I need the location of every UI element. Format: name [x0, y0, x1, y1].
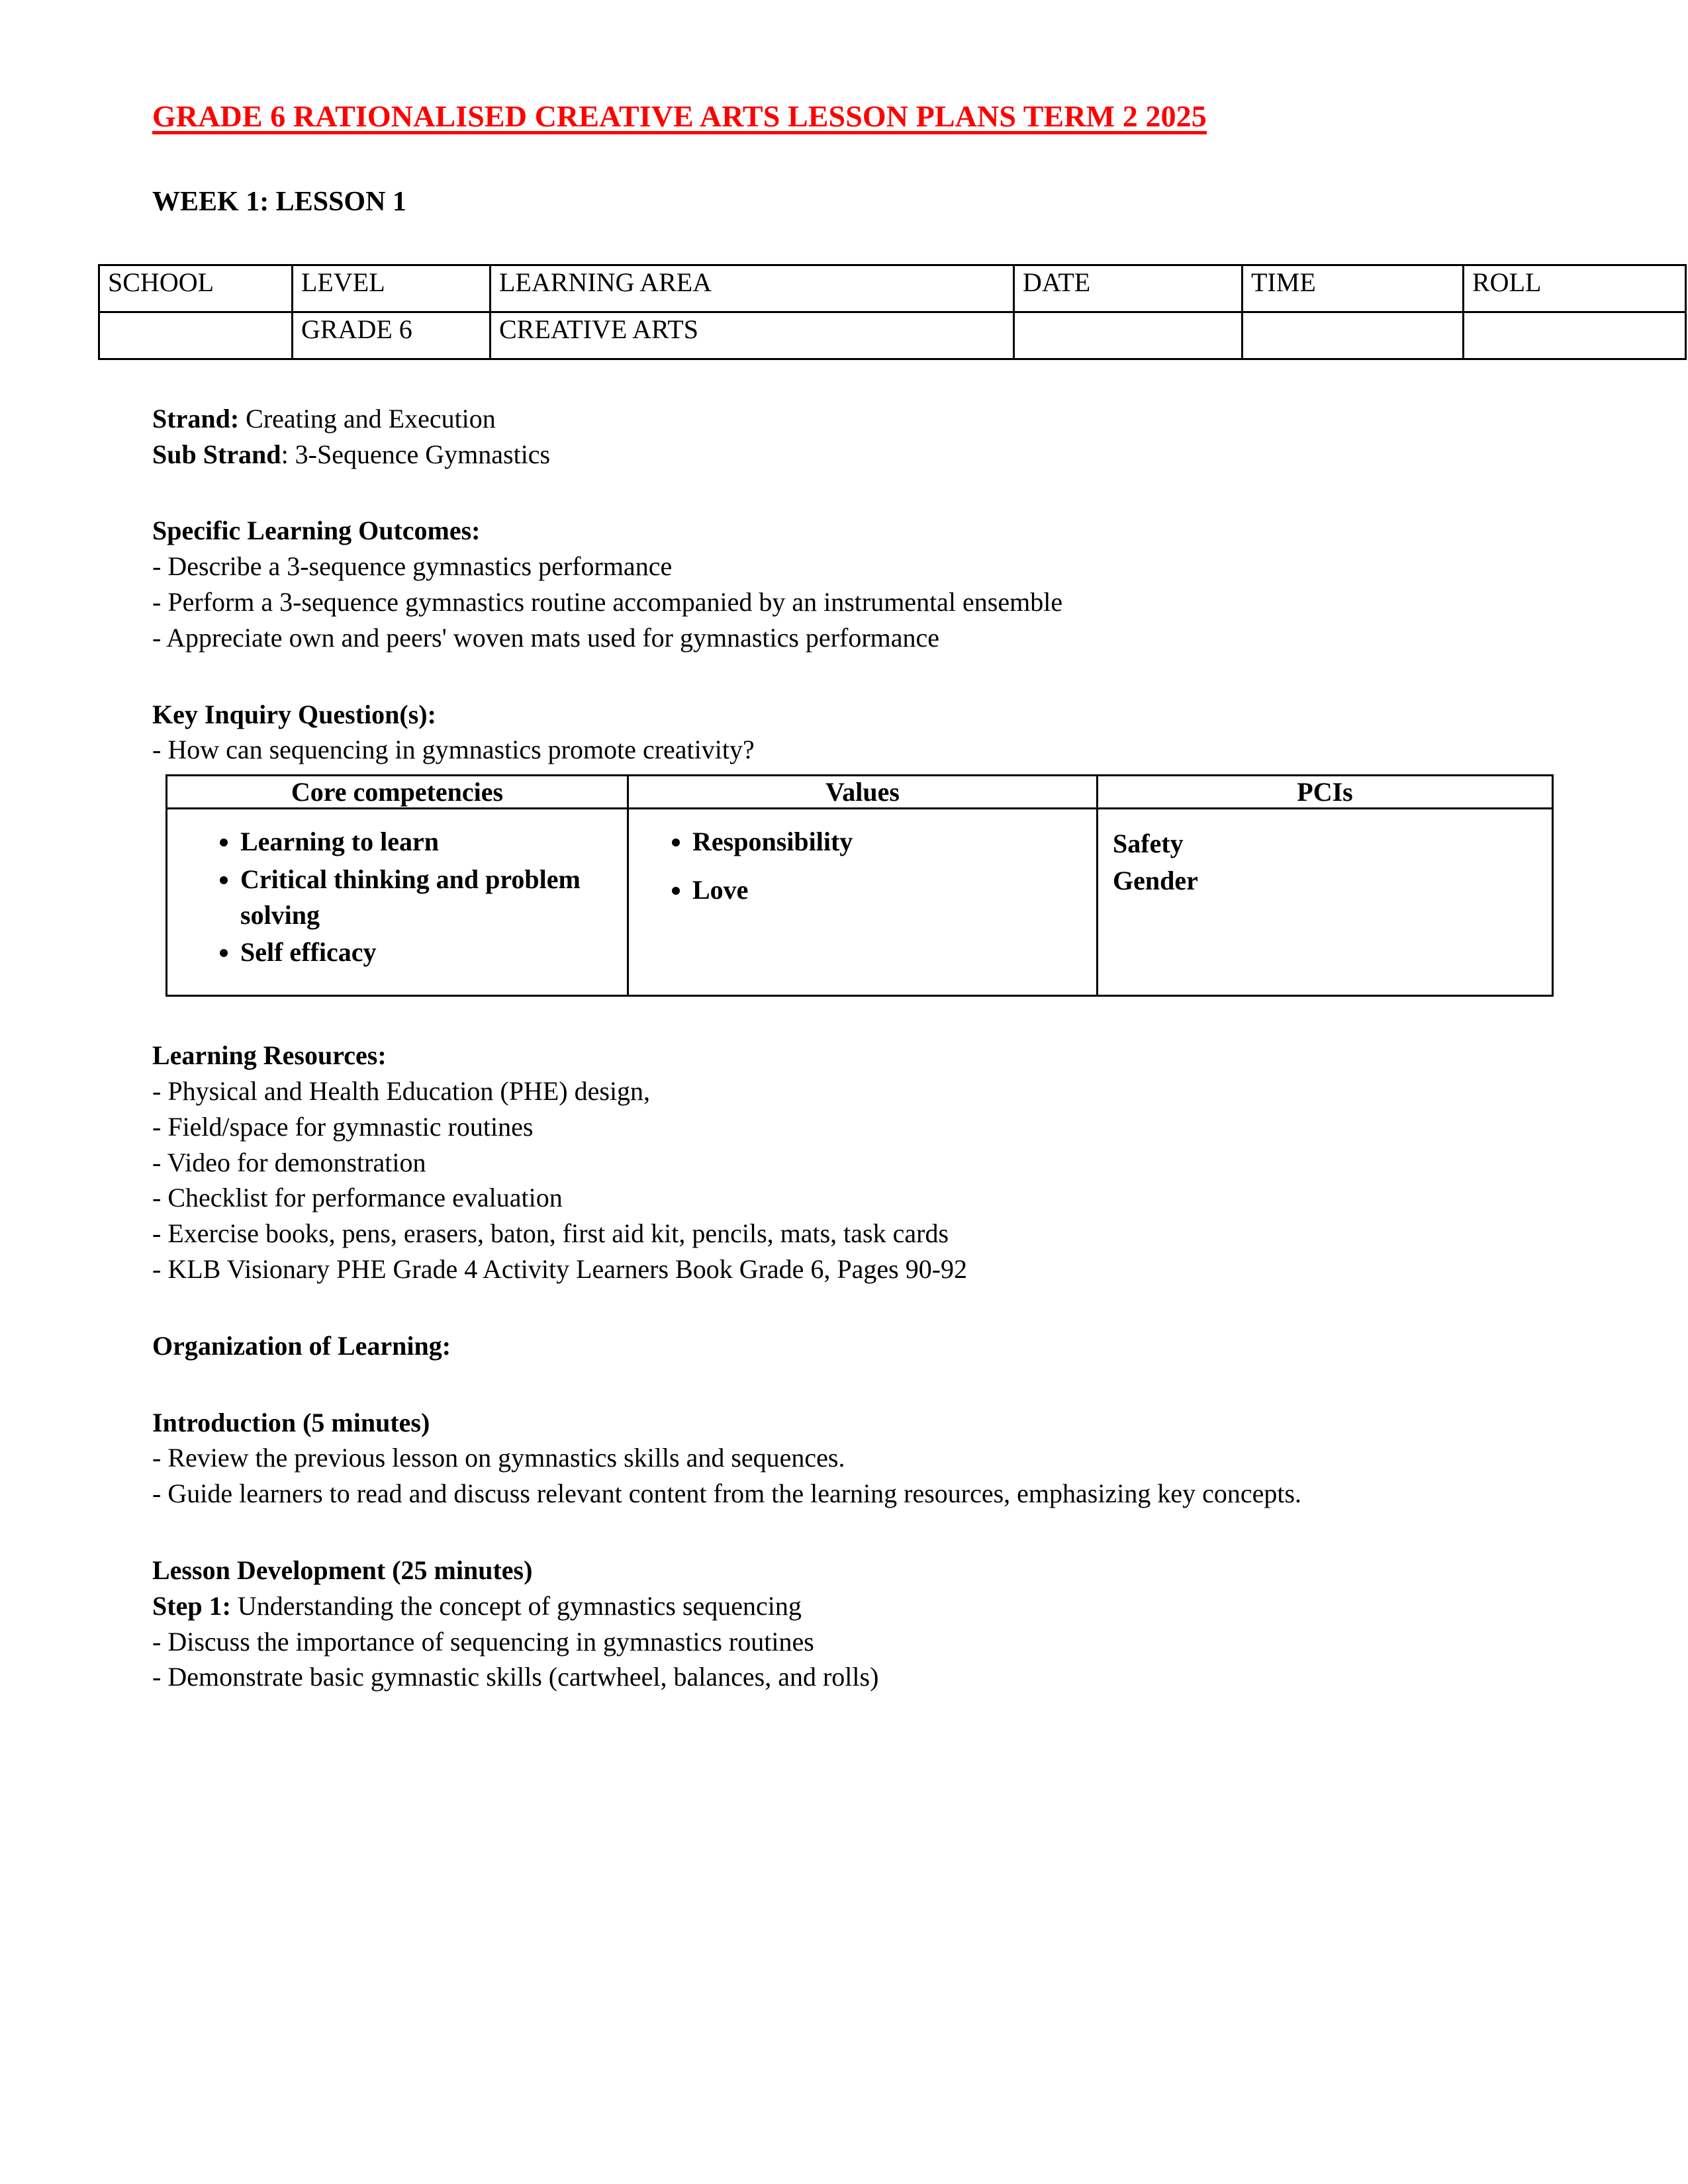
organization-of-learning-section — [152, 1328, 1536, 1364]
sub-strand-label: Sub Strand — [152, 439, 281, 469]
table-row-headers — [167, 776, 1553, 809]
week-lesson-heading: WEEK 1: LESSON 1 — [152, 186, 406, 217]
list-item: • Self efficacy — [240, 934, 618, 970]
lesson-info-table — [98, 264, 1687, 360]
step-text: Understanding the concept of gymnastics sequencing — [230, 1590, 802, 1621]
resource-item: - Field/space for gymnastic routines — [152, 1111, 534, 1142]
introduction-item: - Review the previous lesson on gymnastics skills and sequences. — [152, 1443, 845, 1473]
cell-level[interactable]: GRADE 6 — [293, 312, 491, 359]
learning-resources-heading: Learning Resources: — [152, 1040, 387, 1071]
learning-outcomes-section — [152, 513, 1536, 655]
introduction-item: - Guide learners to read and discuss relevant content from the learning resources, emphasizing key concepts. — [152, 1479, 1302, 1509]
values-body — [629, 809, 1096, 995]
list-item: • Critical thinking and problem solving — [240, 862, 618, 934]
header-learning-area: LEARNING AREA — [491, 265, 1014, 312]
cell-learning-area[interactable]: CREATIVE ARTS — [491, 312, 1014, 359]
list-item: • Love — [692, 872, 1087, 908]
core-competencies-body — [167, 809, 627, 995]
header-core-competencies: Core competencies — [167, 776, 628, 809]
cell-pcis — [1098, 809, 1553, 996]
cell-school[interactable] — [99, 312, 293, 359]
lesson-development-item: - Discuss the importance of sequencing in gymnastics routines — [152, 1626, 814, 1657]
introduction-section — [152, 1405, 1536, 1512]
lesson-development-section — [152, 1553, 1536, 1695]
introduction-heading: Introduction (5 minutes) — [152, 1407, 430, 1437]
pci-item: Gender — [1113, 865, 1198, 895]
outcome-item: - Appreciate own and peers' woven mats used for gymnastics performance — [152, 622, 940, 653]
inquiry-item: - How can sequencing in gymnastics promote creativity? — [152, 735, 755, 765]
resource-item: - Exercise books, pens, erasers, baton, first aid kit, pencils, mats, task cards — [152, 1218, 949, 1249]
header-level: LEVEL — [293, 265, 491, 312]
outcome-item: - Perform a 3-sequence gymnastics routine accompanied by an instrumental ensemble — [152, 587, 1063, 617]
strand-line — [152, 401, 1536, 437]
list-item: • Responsibility — [692, 824, 1087, 860]
pci-item: Safety — [1113, 829, 1184, 859]
key-inquiry-heading: Key Inquiry Question(s): — [152, 699, 436, 729]
resource-item: - Checklist for performance evaluation — [152, 1183, 563, 1213]
competency-values-pci-table — [165, 774, 1554, 997]
resource-item: - Video for demonstration — [152, 1147, 426, 1177]
strand-section — [152, 401, 1536, 473]
header-time: TIME — [1243, 265, 1464, 312]
page-title: GRADE 6 RATIONALISED CREATIVE ARTS LESSON PLANS TERM 2 2025 — [152, 99, 1207, 133]
outcome-item: - Describe a 3-sequence gymnastics performance — [152, 551, 673, 582]
header-pcis: PCIs — [1098, 776, 1553, 809]
header-date: DATE — [1014, 265, 1243, 312]
learning-outcomes-heading: Specific Learning Outcomes: — [152, 516, 481, 546]
lesson-development-item: - Demonstrate basic gymnastic skills (cartwheel, balances, and rolls) — [152, 1662, 879, 1692]
table-row-content — [167, 809, 1553, 996]
cell-values — [628, 809, 1098, 996]
list-item: • Learning to learn — [240, 824, 618, 860]
header-values: Values — [628, 776, 1098, 809]
cell-time[interactable] — [1243, 312, 1464, 359]
pcis-body — [1098, 809, 1552, 995]
header-roll: ROLL — [1464, 265, 1686, 312]
resource-item: - KLB Visionary PHE Grade 4 Activity Learners Book Grade 6, Pages 90-92 — [152, 1254, 968, 1285]
cell-roll[interactable] — [1464, 312, 1686, 359]
lesson-development-step — [152, 1588, 1536, 1624]
key-inquiry-section — [152, 697, 1536, 768]
sub-strand-value: : 3-Sequence Gymnastics — [281, 439, 551, 469]
strand-label: Strand: — [152, 403, 240, 433]
table-row-headers — [99, 265, 1686, 312]
learning-resources-section — [152, 1038, 1536, 1287]
cell-core-competencies — [167, 809, 628, 996]
cell-date[interactable] — [1014, 312, 1243, 359]
core-competencies-list — [177, 824, 618, 971]
step-label: Step 1: — [152, 1590, 231, 1621]
organization-of-learning-heading: Organization of Learning: — [152, 1330, 451, 1361]
strand-value: Creating and Execution — [239, 403, 496, 433]
lesson-development-heading: Lesson Development (25 minutes) — [152, 1555, 533, 1586]
sub-strand-line — [152, 437, 1536, 473]
resource-item: - Physical and Health Education (PHE) design, — [152, 1076, 651, 1107]
values-list — [638, 824, 1087, 908]
table-row-values — [99, 312, 1686, 359]
header-school: SCHOOL — [99, 265, 293, 312]
